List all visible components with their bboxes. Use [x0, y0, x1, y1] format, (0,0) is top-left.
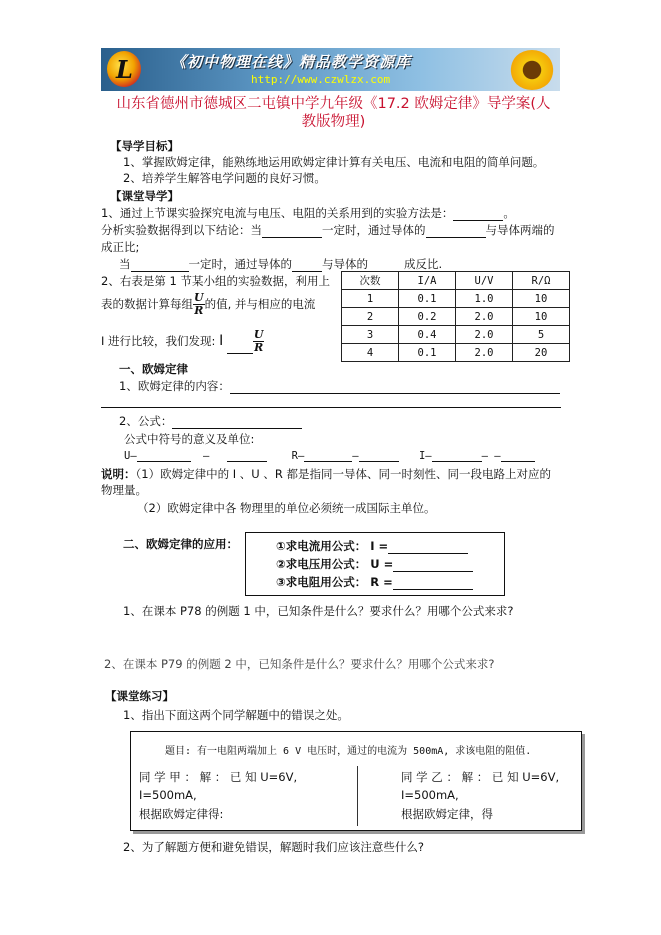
analysis-text-a: 分析实验数据得到以下结论：当	[101, 223, 262, 237]
student-b-line3: 根据欧姆定律，得	[401, 807, 493, 821]
answer-blank[interactable]	[292, 259, 322, 272]
document-title-line2: 教版物理)	[301, 114, 366, 130]
student-a-line3: 根据欧姆定律得:	[139, 807, 224, 821]
table-cell: 0.2	[399, 308, 456, 326]
practice-heading: 【课堂练习】	[105, 689, 174, 703]
q2-text-a: 表的数据计算每组	[101, 297, 193, 311]
note-line-1b: 物理量。	[101, 483, 147, 497]
formula-voltage-label: ②求电压用公式： U =	[276, 557, 394, 571]
when-text-c: 与导体的	[322, 257, 368, 271]
analysis-text-c: 与导体两端的	[485, 223, 555, 237]
analysis-conclusion-1: 成正比;	[101, 240, 140, 254]
fraction-u-over-r	[193, 292, 205, 317]
table-cell: 2.0	[456, 308, 513, 326]
table-header: I/A	[399, 272, 456, 290]
sunflower-icon	[510, 50, 554, 90]
u-symbol-label: U—	[124, 450, 137, 462]
fraction-numerator: U	[194, 291, 204, 304]
table-row	[342, 290, 570, 308]
divider	[357, 766, 358, 826]
answer-blank[interactable]	[393, 559, 473, 572]
i-symbol-label: I—	[418, 450, 432, 462]
fraction-u-over-r-2	[253, 329, 265, 354]
student-b-line1: 同 学 乙 ： 解 ： 已 知 U=6V,	[401, 770, 560, 784]
ohm-formula-label: 2、公式：	[119, 414, 173, 428]
table-row	[342, 326, 570, 344]
header-banner	[101, 48, 560, 91]
when-text-a: 当	[119, 257, 131, 271]
table-cell: 1	[342, 290, 399, 308]
answer-blank[interactable]	[137, 449, 191, 462]
goal-item-2: 2、培养学生解答电学问题的良好习惯。	[123, 171, 326, 185]
answer-blank[interactable]	[227, 341, 253, 354]
note-line-1	[101, 466, 551, 482]
example-question-1: 1、在课本 P78 的例题 1 中，已知条件是什么？要求什么？用哪个公式来求?	[123, 604, 514, 618]
table-cell: 5	[513, 326, 570, 344]
goal-item-1: 1、掌握欧姆定律，能熟练地运用欧姆定律计算有关电压、电流和电阻的简单问题。	[123, 155, 545, 169]
table-cell: 2	[342, 308, 399, 326]
guide-question-2-line1: 2、右表是第 1 节某小组的实验数据，利用上	[101, 274, 330, 288]
answer-blank[interactable]	[359, 449, 399, 462]
table-header: 次数	[342, 272, 399, 290]
q2-text-b: 的值, 并与相应的电流	[204, 297, 316, 311]
problem-text: 题目: 有一电阻两端加上 6 V 电压时，通过的电流为 500mA, 求该电阻的阻值.	[165, 746, 532, 757]
banner-url: http://www.czwlzx.com	[251, 73, 391, 86]
student-a-line2: I=500mA,	[139, 788, 197, 802]
table-cell: 0.1	[399, 290, 456, 308]
table-cell: 0.1	[399, 344, 456, 362]
table-header: R/Ω	[513, 272, 570, 290]
answer-blank[interactable]	[304, 449, 352, 462]
formula-voltage	[276, 556, 473, 572]
problem-box	[130, 731, 582, 831]
answer-line[interactable]	[101, 406, 561, 408]
formula-resistance	[276, 574, 473, 590]
table-header-row	[342, 272, 570, 290]
experiment-data-table	[341, 271, 570, 362]
r-symbol-label: R—	[291, 450, 305, 462]
table-row	[342, 308, 570, 326]
analysis-text-b: 一定时，通过导体的	[322, 223, 426, 237]
answer-blank[interactable]	[432, 449, 482, 462]
answer-blank[interactable]	[453, 208, 503, 221]
note-label: 说明：	[101, 467, 136, 481]
student-b-line2: I=500mA,	[401, 788, 459, 802]
symbol-units-line	[124, 449, 535, 462]
answer-blank[interactable]	[388, 541, 468, 554]
table-cell: 10	[513, 308, 570, 326]
apply-heading: 二、欧姆定律的应用：	[123, 537, 238, 551]
fraction-numerator: U	[253, 328, 264, 341]
analysis-line-2	[119, 256, 442, 272]
answer-blank[interactable]	[227, 449, 267, 462]
ohm-content-label: 1、欧姆定律的内容：	[119, 379, 230, 393]
document-title-line1: 山东省德州市德城区二屯镇中学九年级《17.2 欧姆定律》导学案(人	[116, 96, 551, 112]
when-text-d: 成反比.	[404, 257, 443, 271]
document-title	[96, 95, 571, 131]
answer-blank[interactable]	[426, 225, 486, 238]
formula-current-label: ①求电流用公式： I =	[276, 539, 389, 553]
logo-letter: L	[116, 55, 133, 84]
ohm-symbols-label: 公式中符号的意义及单位:	[124, 432, 255, 446]
table-cell: 2.0	[456, 326, 513, 344]
table-cell: 4	[342, 344, 399, 362]
ohm-content-line	[119, 378, 560, 394]
guide-question-2-line2	[101, 292, 315, 317]
fraction-denominator: R	[194, 304, 204, 317]
goals-heading: 【导学目标】	[110, 139, 179, 153]
formula-current	[276, 538, 468, 554]
answer-blank[interactable]	[131, 259, 189, 272]
guide-heading: 【课堂导学】	[110, 189, 179, 203]
guide-question-1-end: 。	[503, 206, 515, 220]
q2-text-c: I 进行比较，我们发现:	[101, 334, 220, 348]
current-symbol: I	[219, 333, 224, 349]
table-cell: 20	[513, 344, 570, 362]
answer-blank[interactable]	[262, 225, 322, 238]
dash: —	[352, 450, 359, 462]
table-cell: 10	[513, 290, 570, 308]
note-line-2: （2）欧姆定律中各 物理里的单位必须统一成国际主单位。	[137, 501, 436, 515]
ohm-formula-line	[119, 413, 302, 429]
table-row	[342, 344, 570, 362]
guide-question-1	[101, 205, 515, 221]
site-logo	[107, 51, 141, 87]
practice-question-2: 2、为了解题方便和避免错误，解题时我们应该注意些什么?	[123, 840, 424, 854]
table-header: U/V	[456, 272, 513, 290]
dash: — —	[481, 450, 501, 462]
guide-question-1-text: 1、通过上节课实验探究电流与电压、电阻的关系用到的实验方法是：	[101, 206, 454, 220]
table-cell: 0.4	[399, 326, 456, 344]
answer-blank[interactable]	[172, 416, 302, 429]
answer-blank[interactable]	[393, 577, 473, 590]
when-text-b: 一定时，通过导体的	[188, 257, 292, 271]
dash: —	[202, 450, 210, 462]
practice-question-1: 1、指出下面这两个同学解题中的错误之处。	[123, 708, 349, 722]
table-cell: 1.0	[456, 290, 513, 308]
guide-question-2-line3	[101, 329, 264, 354]
student-a-line1: 同 学 甲 ： 解 ： 已 知 U=6V,	[139, 770, 298, 784]
table-cell: 2.0	[456, 344, 513, 362]
table-cell: 3	[342, 326, 399, 344]
note-1-text: （1）欧姆定律中的 I 、U 、R 都是指同一导体、同一时刻性、同一段电路上对应的	[135, 467, 551, 481]
banner-title: 《初中物理在线》精品教学资源库	[171, 53, 412, 71]
example-question-2: 2、在课本 P79 的例题 2 中，已知条件是什么？要求什么？用哪个公式来求?	[104, 657, 495, 671]
answer-blank[interactable]	[501, 449, 535, 462]
analysis-line	[101, 222, 555, 238]
formula-resistance-label: ③求电阻用公式： R =	[276, 575, 393, 589]
answer-blank[interactable]	[230, 381, 560, 394]
ohm-heading: 一、欧姆定律	[119, 362, 188, 376]
formula-box	[245, 532, 505, 596]
fraction-denominator: R	[254, 341, 264, 354]
